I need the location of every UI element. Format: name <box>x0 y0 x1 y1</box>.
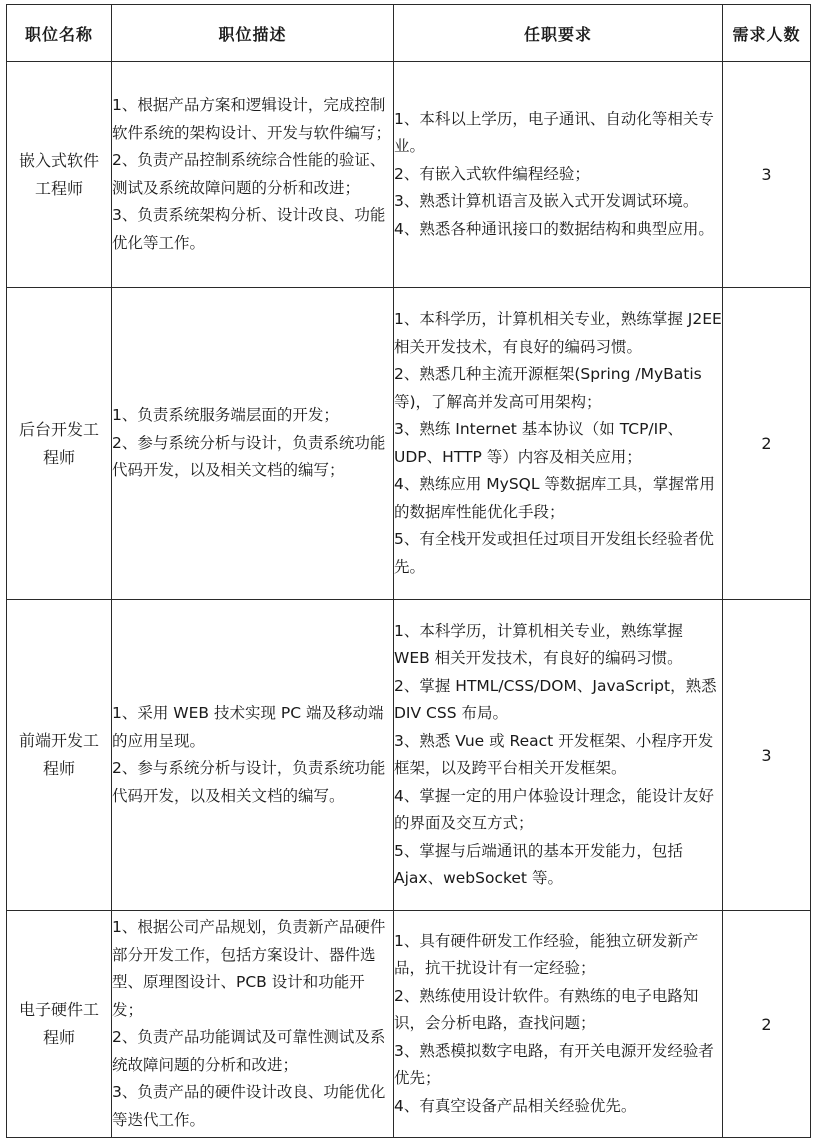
job-description <box>112 911 394 1138</box>
requirement-item: 2、熟悉几种主流开源框架(Spring /MyBatis 等)，了解高并发高可用架构； <box>394 365 702 411</box>
requirement-item: 4、有真空设备产品相关经验优先。 <box>394 1096 637 1115</box>
requirement-item: 2、熟练使用设计软件。有熟练的电子电路知识，会分析电路，查找问题； <box>394 986 699 1033</box>
requirement-item: 1、具有硬件研发工作经验，能独立研发新产品，抗干扰设计有一定经验； <box>394 931 699 978</box>
job-title-line: 前端开发工 <box>18 731 99 750</box>
description-item: 2、参与系统分析与设计，负责系统功能代码开发，以及相关文档的编写； <box>112 433 386 480</box>
table-row <box>7 911 811 1138</box>
description-item: 2、负责产品功能调试及可靠性测试及系统故障问题的分析和改进； <box>112 1028 386 1074</box>
job-count: 2 <box>723 288 811 600</box>
description-item: 1、负责系统服务端层面的开发； <box>112 406 339 425</box>
job-requirements-document <box>6 4 810 1136</box>
description-item: 2、参与系统分析与设计，负责系统功能代码开发，以及相关文档的编写。 <box>112 759 386 805</box>
table-row <box>7 62 811 288</box>
job-title <box>7 288 112 600</box>
description-item: 1、采用 WEB 技术实现 PC 端及移动端的应用呈现。 <box>112 704 384 750</box>
requirement-item: 5、掌握与后端通讯的基本开发能力，包括 Ajax、webSocket 等。 <box>394 841 683 887</box>
table-row <box>7 288 811 600</box>
table-header-row <box>7 5 811 62</box>
table-row <box>7 600 811 911</box>
requirement-item: 3、熟悉计算机语言及嵌入式开发调试环境。 <box>394 192 699 211</box>
requirement-item: 1、本科学历，计算机相关专业，熟练掌握 WEB 相关开发技术，有良好的编码习惯。 <box>394 621 683 667</box>
job-title <box>7 911 112 1138</box>
requirement-item: 4、熟悉各种通讯接口的数据结构和典型应用。 <box>394 219 714 238</box>
requirement-item: 5、有全栈开发或担任过项目开发组长经验者优先。 <box>394 530 714 576</box>
description-item: 2、负责产品控制系统综合性能的验证、测试及系统故障问题的分析和改进； <box>112 151 386 197</box>
job-title-line: 工程师 <box>34 178 83 198</box>
description-item: 3、负责系统架构分析、设计改良、功能优化等工作。 <box>112 206 386 252</box>
job-table <box>6 4 811 1138</box>
job-title-line: 程师 <box>42 1028 75 1047</box>
requirement-item: 3、熟练 Internet 基本协议（如 TCP/IP、UDP、HTTP 等）内容及相关应用； <box>394 420 684 466</box>
job-count: 2 <box>723 911 811 1138</box>
description-item: 1、根据公司产品规划，负责新产品硬件部分开发工作，包括方案设计、器件选型、原理图设计、PCB 设计和功能开发； <box>112 918 386 1019</box>
job-title-line: 程师 <box>42 759 75 778</box>
requirement-item: 3、熟悉模拟数字电路，有开关电源开发经验者优先； <box>394 1041 714 1088</box>
requirement-item: 4、熟练应用 MySQL 等数据库工具，掌握常用的数据库性能优化手段； <box>394 475 715 521</box>
header-position: 职位名称 <box>7 5 112 62</box>
job-description <box>112 62 394 288</box>
job-title <box>7 62 112 288</box>
header-count: 需求人数 <box>723 5 811 62</box>
requirement-item: 3、熟悉 Vue 或 React 开发框架、小程序开发框架，以及跨平台相关开发框架。 <box>394 731 714 777</box>
job-count: 3 <box>723 600 811 911</box>
requirement-item: 2、掌握 HTML/CSS/DOM、JavaScript，熟悉 DIV CSS 布局。 <box>394 676 717 722</box>
job-requirements <box>394 600 723 911</box>
job-title-line: 电子硬件工 <box>18 1000 99 1019</box>
header-requirements: 任职要求 <box>394 5 723 62</box>
description-item: 1、根据产品方案和逻辑设计，完成控制软件系统的架构设计、开发与软件编写； <box>112 96 392 142</box>
job-description <box>112 600 394 911</box>
job-title-line: 嵌入式软件 <box>18 150 99 170</box>
job-title-line: 程师 <box>42 447 75 467</box>
job-title <box>7 600 112 911</box>
requirement-item: 1、本科学历，计算机相关专业，熟练掌握 J2EE 相关开发技术，有良好的编码习惯。 <box>394 310 722 356</box>
job-count: 3 <box>723 62 811 288</box>
requirement-item: 4、掌握一定的用户体验设计理念，能设计友好的界面及交互方式； <box>394 786 714 832</box>
job-requirements <box>394 62 723 288</box>
header-description: 职位描述 <box>112 5 394 62</box>
requirement-item: 2、有嵌入式软件编程经验； <box>394 164 590 183</box>
job-requirements <box>394 911 723 1138</box>
description-item: 3、负责产品的硬件设计改良、功能优化等迭代工作。 <box>112 1083 386 1129</box>
job-description <box>112 288 394 600</box>
requirement-item: 1、本科以上学历，电子通讯、自动化等相关专业。 <box>394 109 714 156</box>
job-title-line: 后台开发工 <box>18 419 99 439</box>
job-requirements <box>394 288 723 600</box>
